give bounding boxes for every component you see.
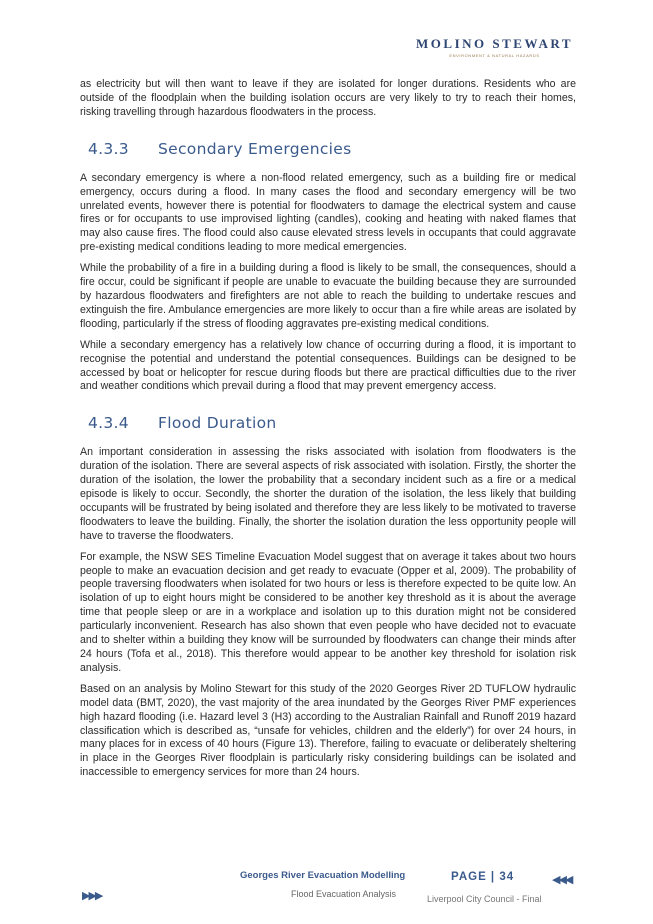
paragraph: Based on an analysis by Molino Stewart for this study of the 2020 Georges River 2D TUFLOW hydraulic model data (BMT, 2020), the vast majority of the area inundated by the Georges River PMF experiences high hazard flooding (i.e. Hazard level 3 (H3) according to the Australian Rainfall and Runoff 2019 hazard classification which is described as, “unsafe for vehicles, children and the elderly”) for over 24 hours, in many places for in excess of 40 hours (Figure 13). Therefore, failing to evacuate or deliberately sheltering in place in the Georges River floodplain is particularly risky considering buildings can be isolated and inaccessible to emergency services for more than 24 hours. <box>80 682 576 779</box>
section-heading-4-3-4 <box>88 414 576 432</box>
paragraph: An important consideration in assessing the risks associated with isolation from floodwaters is the duration of the isolation. There are several aspects of risk associated with isolation. Firstly, the shorter the duration of the isolation, the lower the probability that a secondary incident such as a fire or a medical episode is likely to occur. Secondly, the shorter the duration of the isolation, the less likely that building occupants will be frustrated by being isolated and therefore they are less likely to be motivated to traverse floodwaters to leave the building. Finally, the shorter the isolation duration the less opportunity people will have to traverse the floodwaters. <box>80 446 576 542</box>
logo-tagline: ENVIRONMENT & NATURAL HAZARDS <box>449 53 540 58</box>
arrow-left-decoration-icon: ◀◀◀ <box>552 874 572 886</box>
page-number: PAGE | 34 <box>451 871 515 883</box>
section-number: 4.3.3 <box>88 139 129 158</box>
paragraph: A secondary emergency is where a non-flood related emergency, such as a building fire or medical emergency, occurs during a flood. In many cases the flood and secondary emergency will be two unrelated events, however there is potential for floodwaters to damage the electrical system and cause fires or for occupants to use improvised lighting (candles), cooking and heating with naked flames that may also cause fires. The flood could also cause elevated stress levels in occupants that could aggravate pre-existing medical conditions leading to more medical emergencies. <box>80 171 576 254</box>
section-title: Secondary Emergencies <box>158 139 352 158</box>
footer-report-subtitle: Flood Evacuation Analysis <box>291 889 397 899</box>
paragraph: While a secondary emergency has a relatively low chance of occurring during a flood, it is important to recognise the potential and understand the potential consequences. Buildings can be designed to be accessed by boat or helicopter for rescue during floods but there are practical difficulties due to the river and weather conditions which prevail during a flood that may prevent emergency access. <box>80 338 576 393</box>
footer-report-title: Georges River Evacuation Modelling <box>240 870 406 881</box>
section-heading-4-3-3 <box>88 140 576 158</box>
company-logo <box>416 36 573 58</box>
logo-wordmark: MOLINO STEWART <box>416 36 573 51</box>
paragraph: While the probability of a fire in a building during a flood is likely to be small, the consequences, should a fire occur, could be significant if people are unable to evacuate the building because they are surrounded by hazardous floodwaters and firefighters are not able to reach the building to undertake rescues and extinguish the fire. Ambulance emergencies are more likely to occur than a fire while areas are isolated by flooding, particularly if the stress of flooding aggravates pre-existing medical conditions. <box>80 262 576 330</box>
arrow-right-decoration-icon: ▶▶▶ <box>82 890 102 902</box>
section-number: 4.3.4 <box>88 414 129 433</box>
section-title: Flood Duration <box>158 414 277 433</box>
paragraph: For example, the NSW SES Timeline Evacuation Model suggest that on average it takes about two hours people to make an evacuation decision and get ready to evacuate (Opper et al, 2009). The probability of people traversing floodwaters when isolated for two hours or less is therefore expected to be quite low. An isolation of up to eight hours might be considered to be another key threshold as it is about the average time that people sleep or are in a workplace and isolation up to this duration might not be considered particularly inconvenient. Research has also shown that even people who have decided not to evacuate and to shelter within a building they know will be surrounded by floodwaters can change their minds after 24 hours (Tofa et al., 2018). This therefore would appear to be another key threshold for isolation risk analysis. <box>80 550 576 674</box>
page-content <box>80 78 576 787</box>
footer-client: Liverpool City Council - Final <box>427 894 542 904</box>
intro-paragraph: as electricity but will then want to leave if they are isolated for longer durations. Residents who are outside of the floodplain when the building isolation occurs are very likely to try to reach their homes, risking travelling through hazardous floodwaters in the process. <box>80 78 576 118</box>
